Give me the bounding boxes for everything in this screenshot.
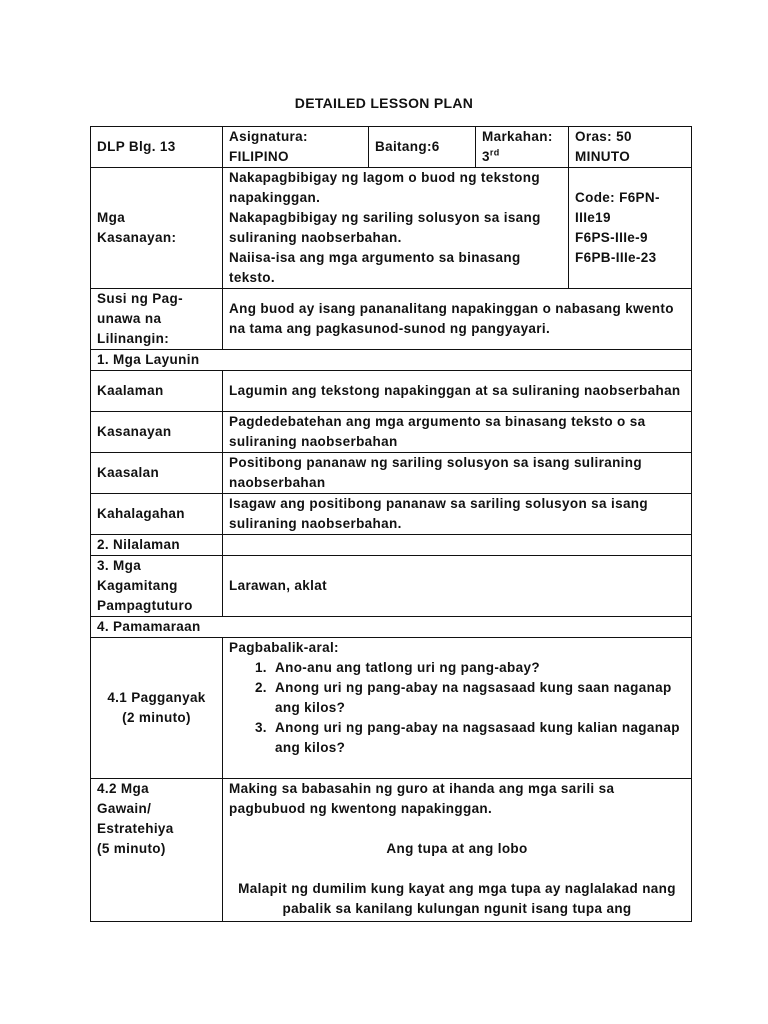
gawain-content [223,779,692,922]
kasanayan-label: Mga Kasanayan: [91,168,223,289]
layunin-row [91,412,692,453]
pagganyak-intro: Pagbabalik-aral: [229,640,339,655]
pamamaraan-heading-row [91,617,692,638]
layunin-text: Pagdedebatehan ang mga argumento sa binasang teksto o sa suliraning naobserbahan [223,412,692,453]
baitang-cell: Baitang:6 [369,127,476,168]
layunin-label: Kasanayan [91,412,223,453]
kagamitan-value: Larawan, aklat [223,556,692,617]
layunin-row [91,371,692,412]
review-question: 3. Anong uri ng pang-abay na nagsasaad kung kalian naganap ang kilos? [271,718,685,758]
pamamaraan-heading: 4. Pamamaraan [91,617,692,638]
susi-row [91,289,692,350]
kagamitan-label: 3. Mga Kagamitang Pampagtuturo [91,556,223,617]
kasanayan-line: Nakapagbibigay ng lagom o buod ng tekstong napakinggan. [229,170,540,205]
code-cell: Code: F6PN-IIIe19 F6PS-IIIe-9 F6PB-IIIe-23 [569,168,692,289]
kasanayan-line: Nakapagbibigay ng sariling solusyon sa isang suliraning naobserbahan. [229,210,541,245]
kasanayan-line: Naiisa-isa ang mga argumento sa binasang teksto. [229,250,521,285]
markahan-value: 3 [482,149,490,164]
markahan-superscript: rd [489,147,500,158]
markahan-label: Markahan: [482,129,553,144]
asignatura-cell: Asignatura: FILIPINO [223,127,369,168]
layunin-text: Lagumin ang tekstong napakinggan at sa suliraning naobserbahan [223,371,692,412]
susi-text: Ang buod ay isang pananalitang napakinggan o nabasang kwento na tama ang pagkasunod-sunod ng pangyayari. [223,289,692,350]
kasanayan-row [91,168,692,289]
pagganyak-content [223,638,692,779]
gawain-intro: Making sa babasahin ng guro at ihanda ang mga sarili sa pagbubuod ng kwentong napakinggan. [229,781,615,816]
nilalaman-heading: 2. Nilalaman [91,535,223,556]
oras-cell: Oras: 50 MINUTO [569,127,692,168]
review-question: 2. Anong uri ng pang-abay na nagsasaad kung saan naganap ang kilos? [271,678,685,718]
layunin-text: Isagaw ang positibong pananaw sa sariling solusyon sa isang suliraning naobserbahan. [223,494,692,535]
layunin-heading: 1. Mga Layunin [91,350,692,371]
markahan-cell [476,127,569,168]
lesson-plan-table [90,126,692,922]
story-text: Malapit ng dumilim kung kayat ang mga tupa ay naglalakad nang pabalik sa kanilang kulungan ngunit isang tupa ang [238,881,676,916]
page-title: DETAILED LESSON PLAN [294,95,474,111]
gawain-row [91,779,692,922]
gawain-label: 4.2 Mga Gawain/ Estratehiya (5 minuto) [91,779,223,922]
susi-label: Susi ng Pag- unawa na Lilinangin: [91,289,223,350]
layunin-heading-row [91,350,692,371]
review-question-list [229,658,685,758]
layunin-row [91,494,692,535]
nilalaman-row [91,535,692,556]
pagganyak-label: 4.1 Pagganyak (2 minuto) [91,638,223,779]
review-question: 1. Ano-anu ang tatlong uri ng pang-abay? [271,658,685,678]
story-title: Ang tupa at ang lobo [386,841,528,856]
layunin-row [91,453,692,494]
layunin-label: Kaasalan [91,453,223,494]
nilalaman-value [223,535,692,556]
kagamitan-row [91,556,692,617]
layunin-label: Kaalaman [91,371,223,412]
layunin-label: Kahalagahan [91,494,223,535]
layunin-text: Positibong pananaw ng sariling solusyon sa isang suliraning naobserbahan [223,453,692,494]
pagganyak-row [91,638,692,779]
kasanayan-content [223,168,569,289]
dlp-number: DLP Blg. 13 [91,127,223,168]
header-row [91,127,692,168]
